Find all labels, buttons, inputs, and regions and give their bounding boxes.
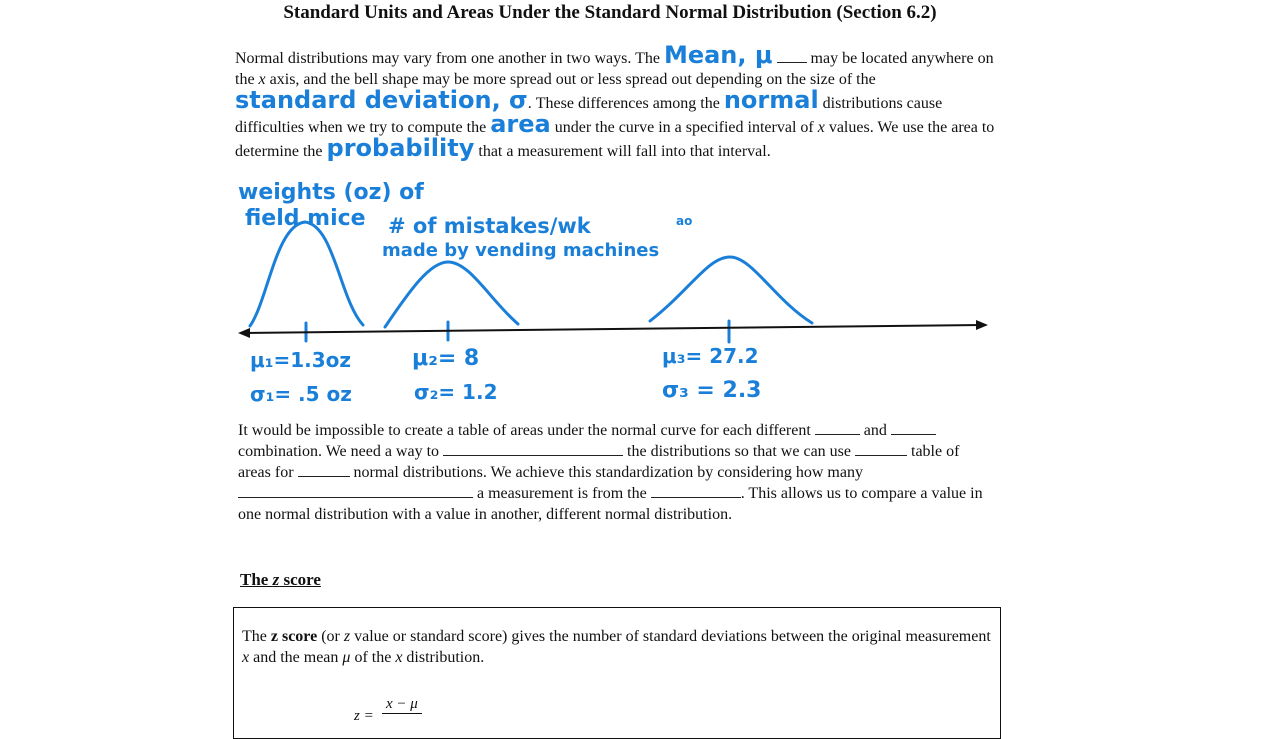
text: x xyxy=(817,119,825,136)
standardization-paragraph xyxy=(238,420,983,525)
label-curve-3: ao xyxy=(676,214,693,228)
formula-lhs: z = xyxy=(354,708,374,724)
answer-area: area xyxy=(490,110,551,138)
mu-2: μ₂= 8 xyxy=(412,346,480,371)
text: value or standard score) gives the number of standard deviations between the original measurement xyxy=(350,628,991,645)
answer-probability: probability xyxy=(326,134,475,162)
curve-2 xyxy=(385,262,518,327)
definition-text xyxy=(242,626,992,668)
axis-arrow-left xyxy=(238,328,250,338)
text: Normal distributions may vary from one another in two ways. The xyxy=(235,50,660,67)
page-title: Standard Units and Areas Under the Standard Normal Distribution (Section 6.2) xyxy=(283,2,937,23)
text: z xyxy=(343,628,351,645)
blank-line xyxy=(855,441,907,456)
text: and the mean xyxy=(249,649,343,666)
heading-z: z xyxy=(272,570,280,589)
text: μ xyxy=(342,649,351,666)
blank-line xyxy=(443,441,623,456)
label-curve-2-line1: # of mistakes/wk xyxy=(388,214,591,238)
answer-std-dev: standard deviation, σ xyxy=(235,86,528,114)
text: under the curve in a specified interval of xyxy=(554,119,814,136)
text: combination. We need a way to xyxy=(238,443,440,460)
definition-box xyxy=(233,607,1001,739)
axis-arrow-right xyxy=(976,320,988,330)
formula-numerator: x − μ xyxy=(382,696,422,714)
heading-text: The xyxy=(240,570,273,589)
text: distribution. xyxy=(402,649,485,666)
text: distributions cause difficulties when we try to compute the xyxy=(235,95,943,136)
text: It would be impossible to create a table of areas under the normal curve for each different xyxy=(238,422,811,439)
mu-3: μ₃= 27.2 xyxy=(662,344,759,368)
text: x xyxy=(258,71,266,88)
blank-line xyxy=(298,462,350,477)
curve-1 xyxy=(250,222,363,326)
sigma-3: σ₃ = 2.3 xyxy=(662,378,762,403)
text: axis, and the bell shape may be more spread out or less spread out depending on the size of the xyxy=(269,71,876,88)
text: values. We use the area to determine the xyxy=(235,119,995,160)
text: of the xyxy=(350,649,396,666)
text: . This allows us to compare a value in one normal distribution with a value in another, different normal distribution. xyxy=(238,485,983,523)
text: and xyxy=(863,422,887,439)
sigma-1: σ₁= .5 oz xyxy=(250,382,352,406)
mu-1: μ₁=1.3oz xyxy=(250,348,352,372)
term-z-score: z score xyxy=(270,628,318,645)
blank-line xyxy=(815,420,860,435)
text: x xyxy=(395,649,403,666)
blank-line xyxy=(238,483,473,498)
axis-line xyxy=(244,325,982,333)
text: a measurement is from the xyxy=(477,485,647,502)
text: (or xyxy=(317,628,344,645)
blank-line xyxy=(891,420,936,435)
section-heading xyxy=(240,570,321,590)
text: that a measurement will fall into that interval. xyxy=(478,143,771,160)
text: The xyxy=(242,628,271,645)
blank-line xyxy=(651,483,741,498)
text: table of areas for xyxy=(238,443,960,481)
heading-text: score xyxy=(279,570,321,589)
text: may be located anywhere on the xyxy=(235,50,994,88)
sigma-2: σ₂= 1.2 xyxy=(414,380,498,404)
answer-mean: Mean, μ xyxy=(663,41,773,69)
label-curve-2-line2: made by vending machines xyxy=(382,240,660,261)
answer-normal: normal xyxy=(723,86,819,114)
text: normal distributions. We achieve this standardization by considering how many xyxy=(353,464,863,481)
text: x xyxy=(242,649,250,666)
label-curve-1-line1: weights (oz) of xyxy=(238,180,424,205)
label-curve-1-line2: field mice xyxy=(245,206,366,231)
curve-3 xyxy=(650,257,812,323)
text: the distributions so that we can use xyxy=(627,443,851,460)
text: . These differences among the xyxy=(527,95,720,112)
